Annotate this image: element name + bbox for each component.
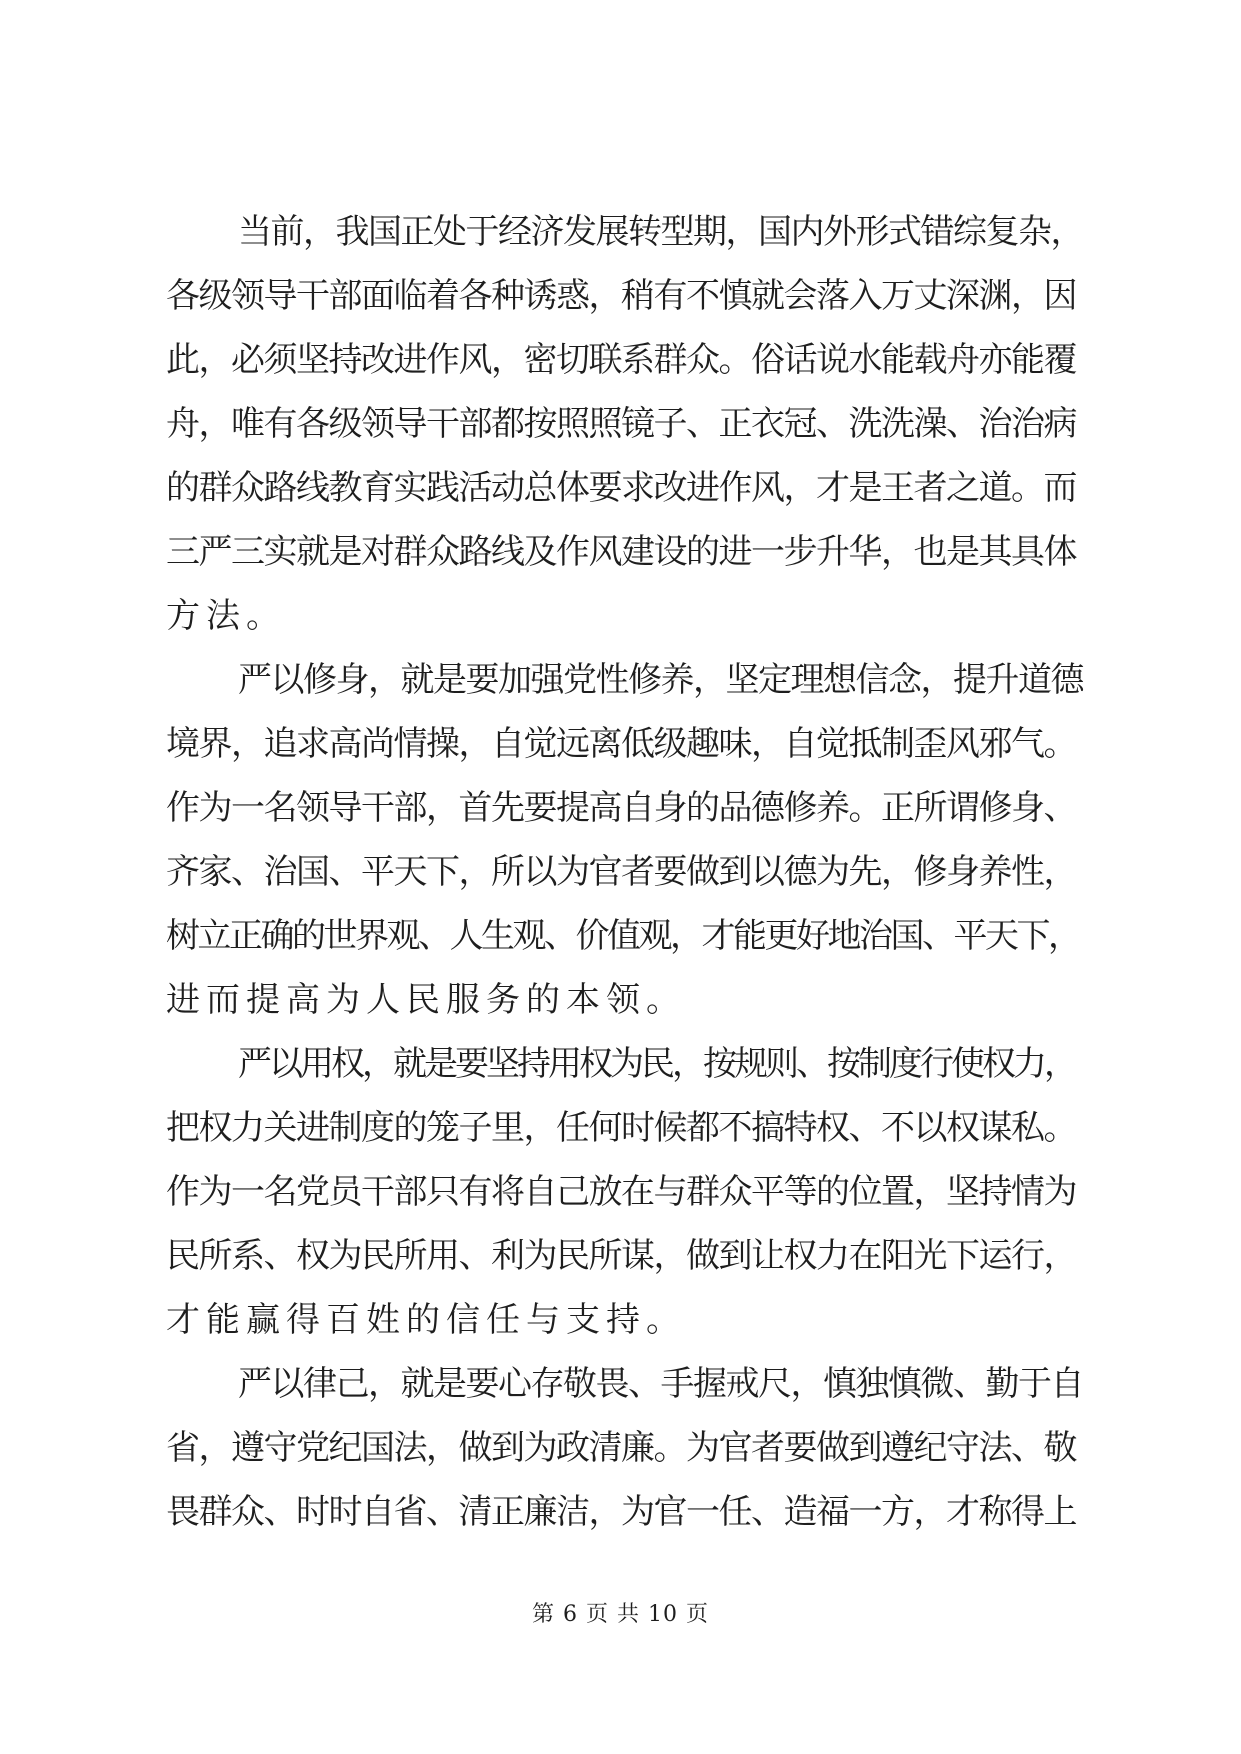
text-line: 当前，我国正处于经济发展转型期，国内外形式错综复杂， — [238, 212, 1083, 252]
text-line: 各级领导干部面临着各种诱惑，稍有不慎就会落入万丈深渊，因 — [166, 276, 1076, 316]
text-line: 树立正确的世界观、人生观、价值观，才能更好地治国、平天下， — [166, 916, 1080, 956]
text-line: 的群众路线教育实践活动总体要求改进作风，才是王者之道。而 — [166, 468, 1076, 508]
text-line: 方法。 — [166, 596, 286, 636]
paragraph-current-situation — [166, 200, 1086, 648]
paragraph-self-cultivation — [166, 648, 1086, 1032]
page-number-footer: 第 6 页 共 10 页 — [532, 1602, 709, 1627]
text-line: 严以律己，就是要心存敬畏、手握戒尺，慎独慎微、勤于自 — [238, 1364, 1083, 1404]
text-line: 舟，唯有各级领导干部都按照照镜子、正衣冠、洗洗澡、治治病 — [166, 404, 1076, 444]
text-line: 境界，追求高尚情操，自觉远离低级趣味，自觉抵制歪风邪气。 — [166, 724, 1076, 764]
text-line: 把权力关进制度的笼子里，任何时候都不搞特权、不以权谋私。 — [166, 1108, 1076, 1148]
text-line: 三严三实就是对群众路线及作风建设的进一步升华，也是其具体 — [166, 532, 1076, 572]
paragraph-self-discipline — [166, 1352, 1086, 1544]
text-line: 民所系、权为民所用、利为民所谋，做到让权力在阳光下运行， — [166, 1236, 1076, 1276]
paragraph-use-of-power — [166, 1032, 1086, 1352]
text-line: 作为一名党员干部只有将自己放在与群众平等的位置，坚持情为 — [166, 1172, 1076, 1212]
text-line: 畏群众、时时自省、清正廉洁，为官一任、造福一方，才称得上 — [166, 1492, 1076, 1532]
text-line: 作为一名领导干部，首先要提高自身的品德修养。正所谓修身、 — [166, 788, 1076, 828]
document-body — [166, 200, 1086, 1544]
text-line: 省，遵守党纪国法，做到为政清廉。为官者要做到遵纪守法、敬 — [166, 1428, 1076, 1468]
text-line: 齐家、治国、平天下，所以为官者要做到以德为先，修身养性， — [166, 852, 1076, 892]
text-line: 严以用权，就是要坚持用权为民，按规则、按制度行使权力， — [238, 1044, 1075, 1084]
text-line: 才能赢得百姓的信任与支持。 — [166, 1300, 686, 1340]
text-line: 此，必须坚持改进作风，密切联系群众。俗话说水能载舟亦能覆 — [166, 340, 1076, 380]
text-line: 严以修身，就是要加强党性修养，坚定理想信念，提升道德 — [238, 660, 1083, 700]
text-line: 进而提高为人民服务的本领。 — [166, 980, 686, 1020]
